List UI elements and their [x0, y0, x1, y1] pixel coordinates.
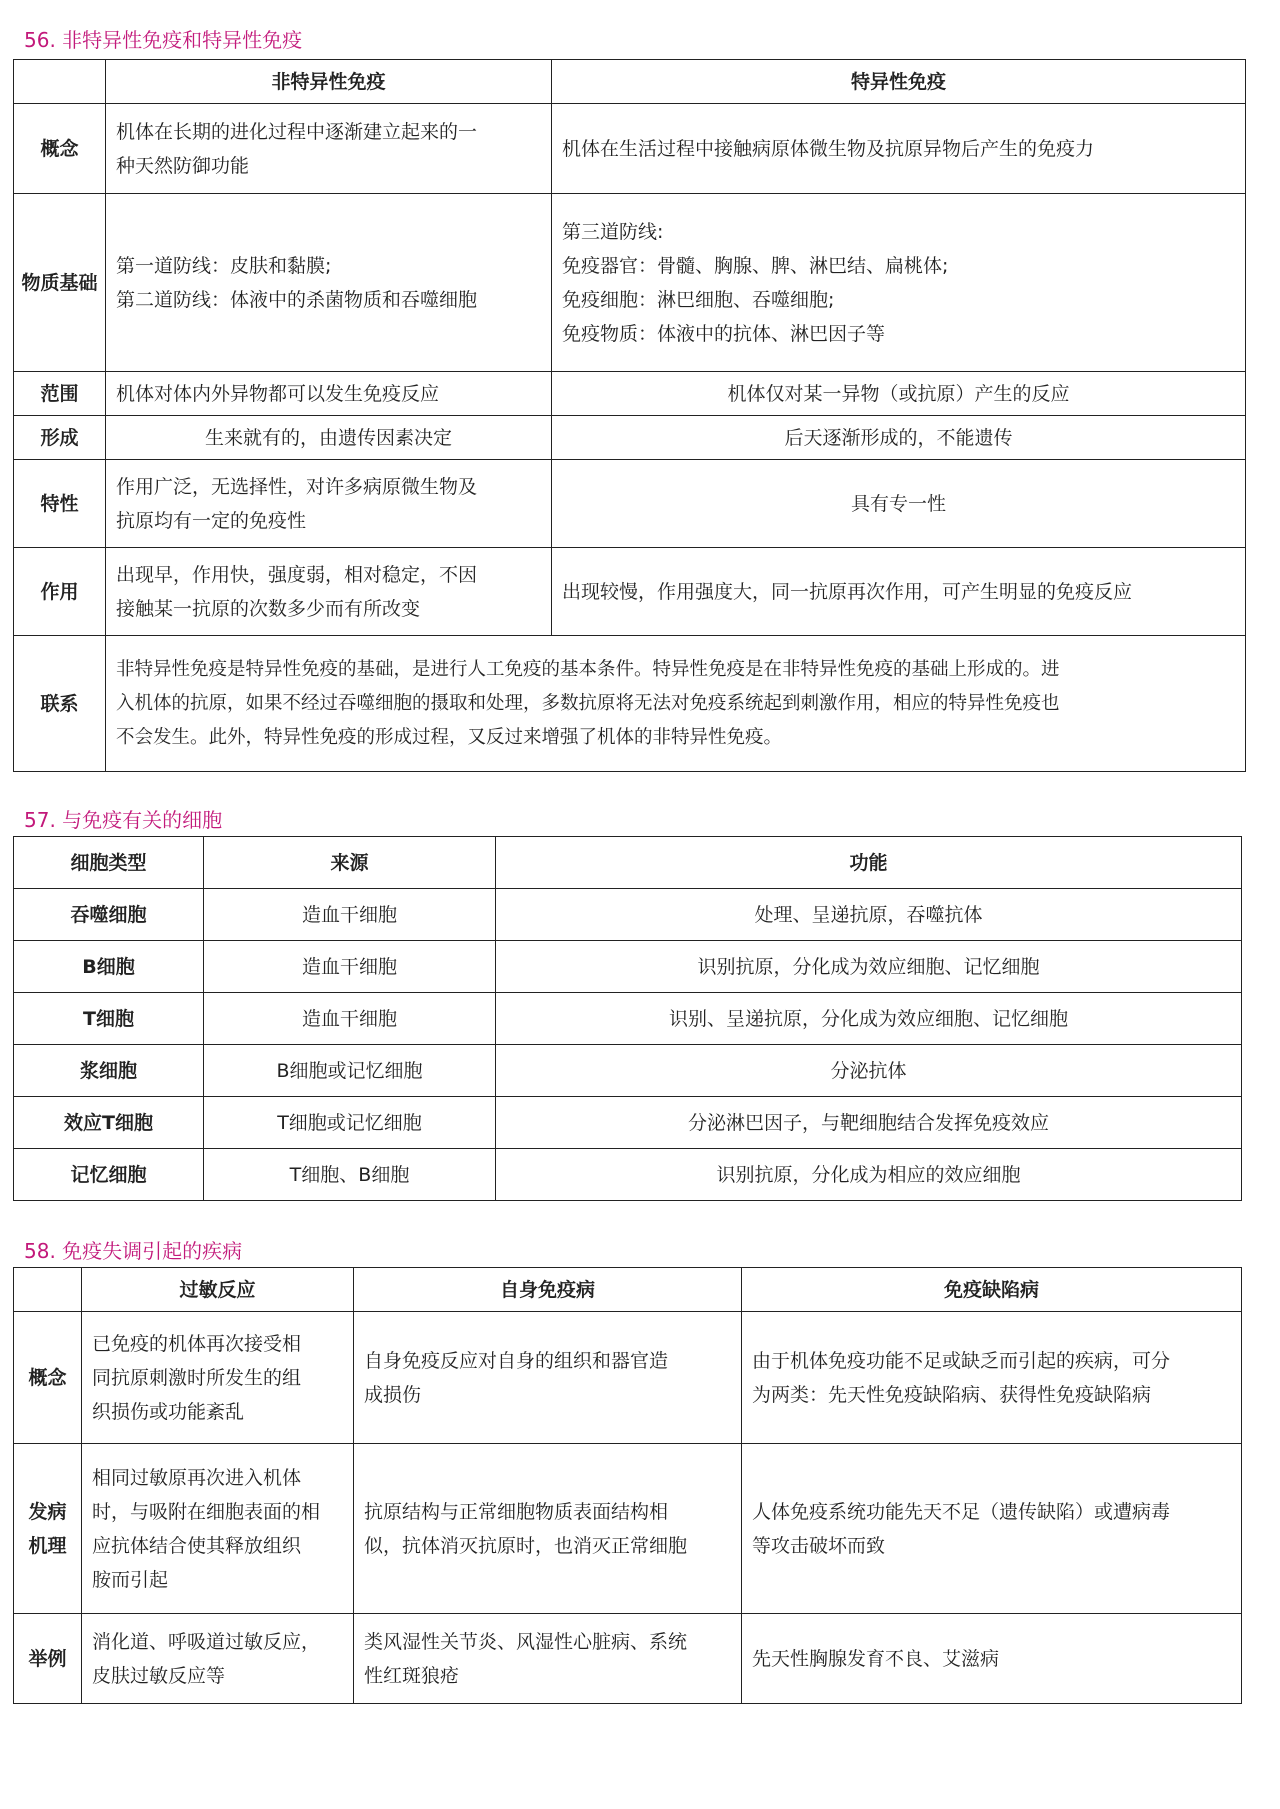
cell-line: 机体在长期的进化过程中逐渐建立起来的一 — [116, 120, 478, 143]
cell-immunodeficiency — [742, 1312, 1242, 1444]
cell-line: 成损伤 — [364, 1383, 422, 1406]
header-nonspecific: 非特异性免疫 — [106, 60, 552, 104]
cell-allergy — [82, 1614, 354, 1704]
row-label — [14, 1444, 82, 1614]
cell-line: 作用广泛，无选择性，对许多病原微生物及 — [116, 475, 478, 498]
cell-line: 皮肤过敏反应等 — [92, 1664, 226, 1687]
cell-nonspecific — [106, 416, 552, 460]
table-row — [14, 104, 1246, 194]
cell-line: 等攻击破坏而致 — [752, 1534, 886, 1557]
cell-function: 分泌淋巴因子，与靶细胞结合发挥免疫效应 — [496, 1097, 1242, 1149]
cell-type: 浆细胞 — [14, 1045, 204, 1097]
cell-nonspecific — [106, 372, 552, 416]
table-58 — [13, 1267, 1242, 1704]
cell-line: 应抗体结合使其释放组织 — [92, 1534, 302, 1557]
cell-line: 概念 — [28, 1366, 67, 1389]
header-cell-type: 细胞类型 — [14, 837, 204, 889]
cell-line: 免疫物质：体液中的抗体、淋巴因子等 — [562, 322, 886, 345]
table-row — [14, 194, 1246, 372]
cell-autoimmune — [354, 1444, 742, 1614]
cell-nonspecific — [106, 104, 552, 194]
cell-line: 第一道防线：皮肤和黏膜; — [116, 254, 332, 277]
cell-specific — [552, 460, 1246, 548]
cell-specific — [552, 372, 1246, 416]
cell-line: 入机体的抗原，如果不经过吞噬细胞的摄取和处理，多数抗原将无法对免疫系统起到刺激作用，相应的特异性免疫也 — [116, 692, 1060, 714]
row-label: 形成 — [14, 416, 106, 460]
row-label — [14, 1312, 82, 1444]
row-label: 范围 — [14, 372, 106, 416]
cell-line: 相同过敏原再次进入机体 — [92, 1466, 302, 1489]
cell-type: T细胞 — [14, 993, 204, 1045]
cell-specific — [552, 194, 1246, 372]
cell-nonspecific — [106, 194, 552, 372]
header-autoimmune: 自身免疫病 — [354, 1268, 742, 1312]
cell-nonspecific — [106, 548, 552, 636]
section-56-title: 56. 非特异性免疫和特异性免疫 — [24, 28, 303, 52]
cell-function: 识别抗原，分化成为效应细胞、记忆细胞 — [496, 941, 1242, 993]
table-row — [14, 941, 1242, 993]
cell-type: 效应T细胞 — [14, 1097, 204, 1149]
cell-line: 机体对体内外异物都可以发生免疫反应 — [116, 382, 440, 405]
cell-line: 似，抗体消灭抗原时，也消灭正常细胞 — [364, 1534, 688, 1557]
cell-line: 不会发生。此外，特异性免疫的形成过程，又反过来增强了机体的非特异性免疫。 — [116, 726, 783, 748]
table-row — [14, 993, 1242, 1045]
relation-text — [106, 636, 1246, 772]
cell-line: 先天性胸腺发育不良、艾滋病 — [752, 1647, 1000, 1670]
table-row — [14, 1149, 1242, 1201]
cell-line: 同抗原刺激时所发生的组 — [92, 1366, 302, 1389]
header-immunodeficiency: 免疫缺陷病 — [742, 1268, 1242, 1312]
cell-function: 识别、呈递抗原，分化成为效应细胞、记忆细胞 — [496, 993, 1242, 1045]
cell-line: 人体免疫系统功能先天不足（遗传缺陷）或遭病毒 — [752, 1500, 1171, 1523]
cell-specific — [552, 416, 1246, 460]
section-58-title: 58. 免疫失调引起的疾病 — [24, 1239, 243, 1263]
cell-source: 造血干细胞 — [204, 993, 496, 1045]
cell-allergy — [82, 1312, 354, 1444]
cell-nonspecific — [106, 460, 552, 548]
cell-line: 生来就有的，由遗传因素决定 — [204, 426, 452, 449]
cell-line: 为两类：先天性免疫缺陷病、获得性免疫缺陷病 — [752, 1383, 1152, 1406]
cell-immunodeficiency — [742, 1614, 1242, 1704]
cell-line: 机体在生活过程中接触病原体微生物及抗原异物后产生的免疫力 — [562, 137, 1095, 160]
table-row — [14, 460, 1246, 548]
cell-autoimmune — [354, 1312, 742, 1444]
cell-line: 第二道防线：体液中的杀菌物质和吞噬细胞 — [116, 288, 478, 311]
cell-line: 由于机体免疫功能不足或缺乏而引起的疾病，可分 — [752, 1349, 1171, 1372]
header-function: 功能 — [496, 837, 1242, 889]
cell-source: 造血干细胞 — [204, 889, 496, 941]
table-row — [14, 1444, 1242, 1614]
corner-cell — [14, 1268, 82, 1312]
cell-line: 举例 — [28, 1647, 67, 1670]
cell-line: 种天然防御功能 — [116, 154, 250, 177]
cell-line: 机体仅对某一异物（或抗原）产生的反应 — [727, 382, 1070, 405]
cell-allergy — [82, 1444, 354, 1614]
cell-line: 自身免疫反应对自身的组织和器官造 — [364, 1349, 669, 1372]
table-row — [14, 372, 1246, 416]
cell-function: 识别抗原，分化成为相应的效应细胞 — [496, 1149, 1242, 1201]
table-row — [14, 1312, 1242, 1444]
cell-immunodeficiency — [742, 1444, 1242, 1614]
cell-specific — [552, 104, 1246, 194]
cell-line: 接触某一抗原的次数多少而有所改变 — [116, 597, 421, 620]
cell-line: 机理 — [28, 1534, 67, 1557]
table-56 — [13, 59, 1246, 772]
cell-line: 非特异性免疫是特异性免疫的基础，是进行人工免疫的基本条件。特异性免疫是在非特异性免疫的基础上形成的。进 — [116, 658, 1060, 680]
cell-source: T细胞、B细胞 — [204, 1149, 496, 1201]
cell-type: B细胞 — [14, 941, 204, 993]
cell-function: 处理、呈递抗原，吞噬抗体 — [496, 889, 1242, 941]
cell-function: 分泌抗体 — [496, 1045, 1242, 1097]
cell-line: 时，与吸附在细胞表面的相 — [92, 1500, 321, 1523]
row-label: 概念 — [14, 104, 106, 194]
cell-specific — [552, 548, 1246, 636]
cell-line: 出现较慢，作用强度大，同一抗原再次作用，可产生明显的免疫反应 — [562, 580, 1133, 603]
table-row — [14, 1045, 1242, 1097]
row-label: 联系 — [14, 636, 106, 772]
table-row — [14, 889, 1242, 941]
table-row — [14, 548, 1246, 636]
table-row — [14, 636, 1246, 772]
cell-line: 免疫细胞：淋巴细胞、吞噬细胞; — [562, 288, 835, 311]
cell-source: 造血干细胞 — [204, 941, 496, 993]
cell-line: 织损伤或功能紊乱 — [92, 1400, 245, 1423]
cell-line: 类风湿性关节炎、风湿性心脏病、系统 — [364, 1630, 688, 1653]
table-row — [14, 416, 1246, 460]
header-specific: 特异性免疫 — [552, 60, 1246, 104]
cell-line: 第三道防线: — [562, 220, 664, 243]
cell-line: 出现早，作用快，强度弱，相对稳定，不因 — [116, 563, 478, 586]
cell-source: T细胞或记忆细胞 — [204, 1097, 496, 1149]
cell-line: 性红斑狼疮 — [364, 1664, 460, 1687]
cell-line: 发病 — [28, 1500, 67, 1523]
cell-line: 胺而引起 — [92, 1568, 169, 1591]
corner-cell — [14, 60, 106, 104]
cell-line: 已免疫的机体再次接受相 — [92, 1332, 302, 1355]
header-allergy: 过敏反应 — [82, 1268, 354, 1312]
table-row — [14, 1097, 1242, 1149]
header-source: 来源 — [204, 837, 496, 889]
cell-line: 抗原结构与正常细胞物质表面结构相 — [364, 1500, 669, 1523]
cell-line: 后天逐渐形成的，不能遗传 — [784, 426, 1013, 449]
cell-line: 消化道、呼吸道过敏反应， — [92, 1630, 321, 1653]
cell-line: 具有专一性 — [850, 492, 946, 515]
cell-type: 吞噬细胞 — [14, 889, 204, 941]
cell-type: 记忆细胞 — [14, 1149, 204, 1201]
section-57-title: 57. 与免疫有关的细胞 — [24, 808, 223, 832]
cell-line: 抗原均有一定的免疫性 — [116, 509, 307, 532]
row-label: 物质基础 — [14, 194, 106, 372]
cell-autoimmune — [354, 1614, 742, 1704]
row-label: 特性 — [14, 460, 106, 548]
cell-line: 免疫器官：骨髓、胸腺、脾、淋巴结、扁桃体; — [562, 254, 949, 277]
row-label: 作用 — [14, 548, 106, 636]
row-label — [14, 1614, 82, 1704]
cell-source: B细胞或记忆细胞 — [204, 1045, 496, 1097]
table-57 — [13, 836, 1242, 1201]
table-row — [14, 1614, 1242, 1704]
